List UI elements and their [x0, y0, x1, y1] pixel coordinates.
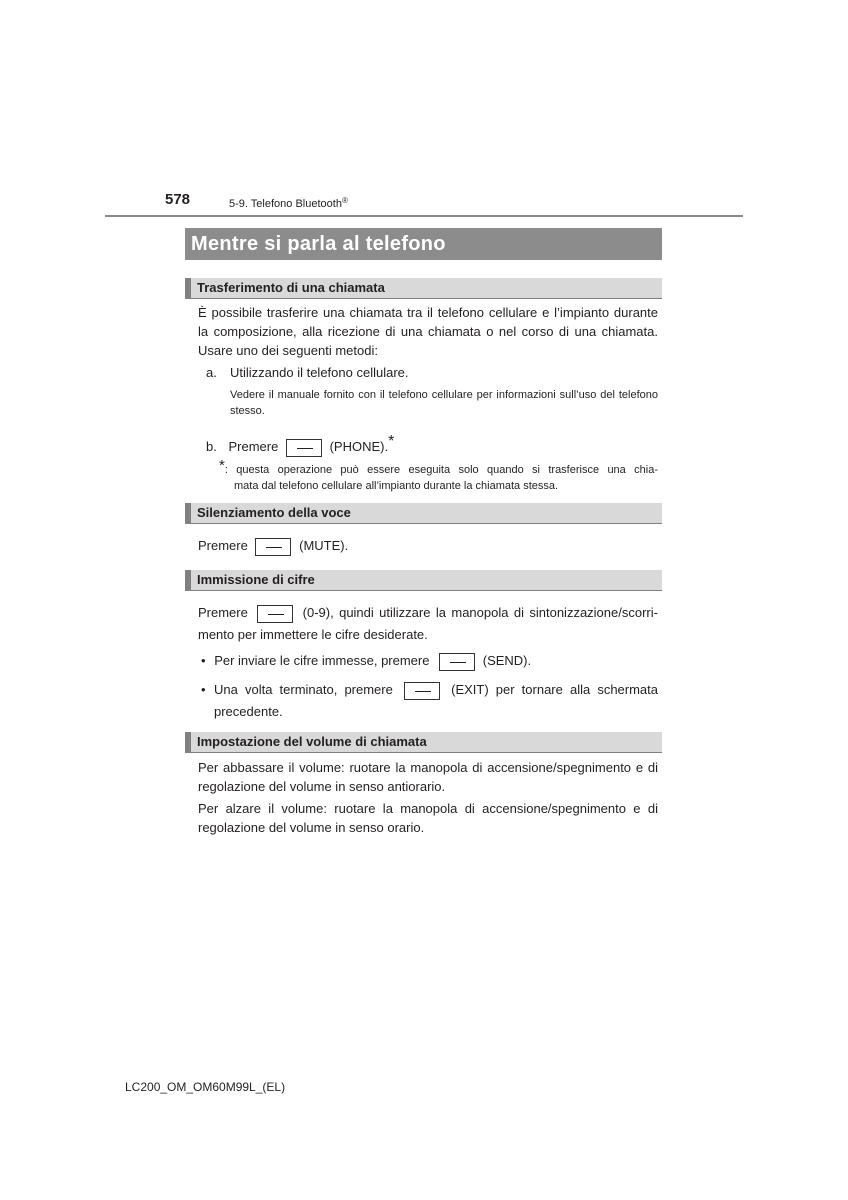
item-a-letter: a.: [206, 365, 217, 380]
bullet2-line-2: precedente.: [214, 704, 283, 719]
heading-mute: Silenziamento della voce: [185, 503, 662, 524]
bullet2-prefix: Una volta terminato, premere: [214, 682, 393, 697]
bullet2-suffix: (EXIT) per tornare alla schermata: [451, 682, 659, 697]
item-a-note: Vedere il manuale fornito con il telefono cellulare per informazioni sull’uso del telefono stesso.: [230, 389, 658, 417]
bullet2-line-1: [214, 680, 658, 700]
header-rule: [105, 215, 743, 217]
phone-button-icon: [286, 439, 322, 457]
mute-button-icon: [255, 538, 291, 556]
digits-line-1: [198, 603, 658, 623]
digits-bullet-1: [201, 651, 531, 671]
transfer-intro: [198, 303, 658, 360]
mute-line: [198, 536, 348, 556]
section-label: [229, 196, 348, 210]
heading-transfer-call: Trasferimento di una chiamata: [185, 278, 662, 299]
digits-prefix: Premere: [198, 605, 248, 620]
mute-suffix: (MUTE).: [299, 538, 349, 553]
volume-down-para: Per abbassare il volume: ruotare la manopola di accensione/spegnimento e di regolazione del volume in senso antiorario.: [198, 760, 658, 794]
section-label-text: 5-9. Telefono Bluetooth: [229, 198, 342, 210]
heading-digits: Immissione di cifre: [185, 570, 662, 591]
transfer-intro-line-3: Usare uno dei seguenti metodi:: [198, 343, 378, 358]
page-number: 578: [165, 191, 191, 208]
transfer-item-b: [206, 432, 394, 457]
transfer-item-a: [206, 363, 409, 382]
item-b-suffix: (PHONE).: [329, 439, 389, 454]
footnote-text-1: : questa operazione può essere eseguita solo quando si trasferisce una chia-: [224, 464, 658, 476]
transfer-footnote: [219, 458, 658, 494]
transfer-intro-line-1: È possibile trasferire una chiamata tra il telefono cellulare e l’impianto durante: [198, 305, 658, 320]
bullet-mark: •: [201, 682, 206, 697]
exit-button-icon: [404, 682, 440, 700]
item-b-prefix: Premere: [228, 439, 279, 454]
bullet1-prefix: Per inviare le cifre immesse, premere: [214, 653, 430, 668]
volume-up-para: Per alzare il volume: ruotare la manopola di accensione/spegnimento e di regolazione del volume in senso orario.: [198, 801, 658, 835]
digits-suffix: (0-9), quindi utilizzare la manopola di sintonizzazione/scorri-: [302, 605, 658, 620]
heading-volume: Impostazione del volume di chiamata: [185, 732, 662, 753]
registered-mark: ®: [341, 196, 348, 205]
asterisk-mark: *: [388, 433, 395, 450]
item-b-letter: b.: [206, 439, 217, 454]
digits-para: [198, 603, 658, 644]
bullet1-suffix: (SEND).: [482, 653, 532, 668]
digit-button-icon: [257, 605, 293, 623]
page-title: Mentre si parla al telefono: [185, 228, 662, 260]
digits-line-2: mento per immettere le cifre desiderate.: [198, 626, 428, 642]
transfer-intro-line-2: la composizione, alla ricezione di una chiamata o nel corso di una chiamata.: [198, 324, 658, 339]
footnote-line-2: mata dal telefono cellulare all’impianto durante la chiamata stessa.: [234, 480, 559, 492]
footer-code: LC200_OM_OM60M99L_(EL): [125, 1080, 286, 1094]
footnote-line-1: [219, 458, 658, 478]
mute-prefix: Premere: [198, 538, 248, 553]
footnote-asterisk: *: [219, 457, 225, 474]
send-button-icon: [439, 653, 475, 671]
item-a-text: Utilizzando il telefono cellulare.: [230, 365, 409, 380]
bullet-mark: •: [201, 653, 206, 668]
